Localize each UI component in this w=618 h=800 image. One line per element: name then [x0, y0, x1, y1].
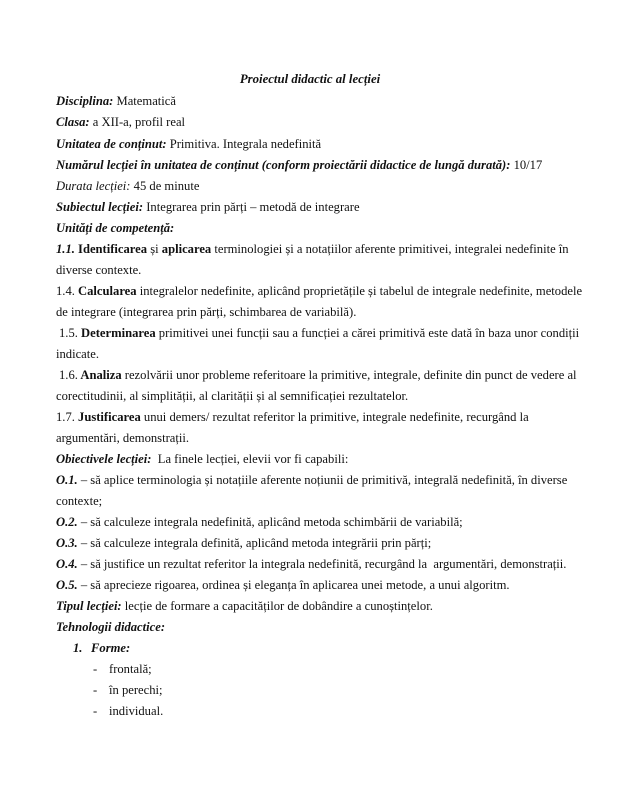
- competenta-text: unui demers/ rezultat referitor la primitive, integrale nedefinite, recurgând la: [140, 410, 529, 424]
- obiectiv-text: – să aprecieze rigoarea, ordinea și eleganța în aplicarea unei metode, a unui algoritm.: [77, 578, 510, 592]
- competenta-verb: Identificarea: [74, 242, 148, 256]
- competenta-verb: Determinarea: [77, 326, 156, 340]
- obiectiv-code: O.5.: [56, 578, 78, 592]
- field-value: Integrarea prin părți – metodă de integrare: [143, 200, 360, 214]
- competenta-1-7: [56, 409, 529, 425]
- obiective-label: Obiectivele lecției:: [56, 452, 152, 466]
- field-label: Subiectul lecției:: [56, 200, 144, 214]
- document-title: Proiectul didactic al lecției: [239, 72, 381, 86]
- obiectiv-o3: [56, 535, 431, 551]
- competenta-number: 1.7.: [56, 410, 75, 424]
- competenta-1-4-cont: de integrare (integrarea prin părți, schimbarea de variabilă).: [56, 305, 357, 319]
- competenta-text: primitivei unei funcții sau a funcției a cărei primitivă este dată în baza unor condiții: [155, 326, 580, 340]
- list-item: frontală;: [109, 662, 152, 676]
- list-item: în perechi;: [109, 683, 163, 697]
- competenta-1-7-cont: argumentări, demonstrații.: [56, 431, 190, 445]
- obiectiv-o1: [56, 472, 568, 488]
- section-heading-tehnologii: Tehnologii didactice:: [56, 620, 166, 634]
- competenta-1-1: [56, 241, 569, 257]
- field-label: Durata lecției:: [56, 179, 131, 193]
- obiectiv-text: – să aplice terminologia și notațiile aferente noțiunii de primitivă, integrală nedefinită, în diverse: [77, 473, 568, 487]
- obiectiv-code: O.2.: [56, 515, 78, 529]
- competenta-1-5: [59, 325, 579, 341]
- obiectiv-o1-cont: contexte;: [56, 494, 103, 508]
- field-label: Clasa:: [56, 115, 90, 129]
- obiectiv-code: O.3.: [56, 536, 78, 550]
- bullet-dash: -: [93, 704, 98, 718]
- field-value: lecție de formare a capacităților de dobândire a cunoștințelor.: [121, 599, 433, 613]
- competenta-1-1-cont: diverse contexte.: [56, 263, 142, 277]
- competenta-number: 1.5.: [59, 326, 78, 340]
- competenta-number: 1.6.: [59, 368, 78, 382]
- obiectiv-code: O.4.: [56, 557, 78, 571]
- competenta-1-6-cont: corectitudinii, al simplității, al clarității și al semnificației rezultatelor.: [56, 389, 409, 403]
- field-tipul: [56, 598, 433, 614]
- bullet-dash: -: [93, 683, 98, 697]
- list-item: individual.: [109, 704, 164, 718]
- section-heading-competente: Unități de competență:: [56, 221, 175, 235]
- field-label: Tipul lecției:: [56, 599, 122, 613]
- competenta-verb: Calcularea: [74, 284, 137, 298]
- competenta-number: 1.4.: [56, 284, 75, 298]
- obiective-intro: La finele lecției, elevii vor fi capabili:: [151, 452, 349, 466]
- competenta-1-6: [59, 367, 577, 383]
- list-number: 1.: [73, 641, 83, 655]
- competenta-verb: Analiza: [77, 368, 122, 382]
- field-disciplina: [56, 93, 176, 109]
- field-value: a XII-a, profil real: [89, 115, 186, 129]
- field-value: 10/17: [510, 158, 543, 172]
- competenta-text: terminologiei și a notațiilor aferente primitivei, integralei nedefinite în: [211, 242, 569, 256]
- competenta-text: rezolvării unor probleme referitoare la primitive, integrale, definite din punct de vedere al: [121, 368, 577, 382]
- field-subiectul: [56, 199, 360, 215]
- field-label: Unitatea de conținut:: [56, 137, 167, 151]
- obiectiv-o5: [56, 577, 510, 593]
- list-heading-forme: Forme:: [91, 641, 131, 655]
- field-unitatea: [56, 136, 321, 152]
- field-label: Disciplina:: [56, 94, 114, 108]
- field-value: Matematică: [113, 94, 176, 108]
- field-value: Primitiva. Integrala nedefinită: [166, 137, 322, 151]
- obiectiv-o2: [56, 514, 463, 530]
- obiectiv-text: – să calculeze integrala nedefinită, aplicând metoda schimbării de variabilă;: [77, 515, 463, 529]
- competenta-text: și: [147, 242, 162, 256]
- field-clasa: [56, 114, 185, 130]
- competenta-1-4: [56, 283, 582, 299]
- competenta-verb: Justificarea: [74, 410, 141, 424]
- competenta-number: 1.1.: [56, 242, 75, 256]
- field-durata: [56, 178, 199, 194]
- field-value: 45 de minute: [130, 179, 200, 193]
- competenta-verb: aplicarea: [161, 242, 212, 256]
- competenta-text: integralelor nedefinite, aplicând proprietățile și tabelul de integrale nedefinite, metodele: [136, 284, 583, 298]
- obiective-heading: [56, 451, 348, 467]
- bullet-dash: -: [93, 662, 98, 676]
- obiectiv-o4: [56, 556, 566, 572]
- field-numarul: [56, 157, 542, 173]
- field-label: Numărul lecției în unitatea de conținut (conform proiectării didactice de lungă durată):: [56, 158, 511, 172]
- obiectiv-text: – să calculeze integrala definită, aplicând metoda integrării prin părți;: [77, 536, 432, 550]
- competenta-1-5-cont: indicate.: [56, 347, 100, 361]
- obiectiv-text: – să justifice un rezultat referitor la integrala nedefinită, recurgând la argumentări, demonstrații.: [77, 557, 567, 571]
- obiectiv-code: O.1.: [56, 473, 78, 487]
